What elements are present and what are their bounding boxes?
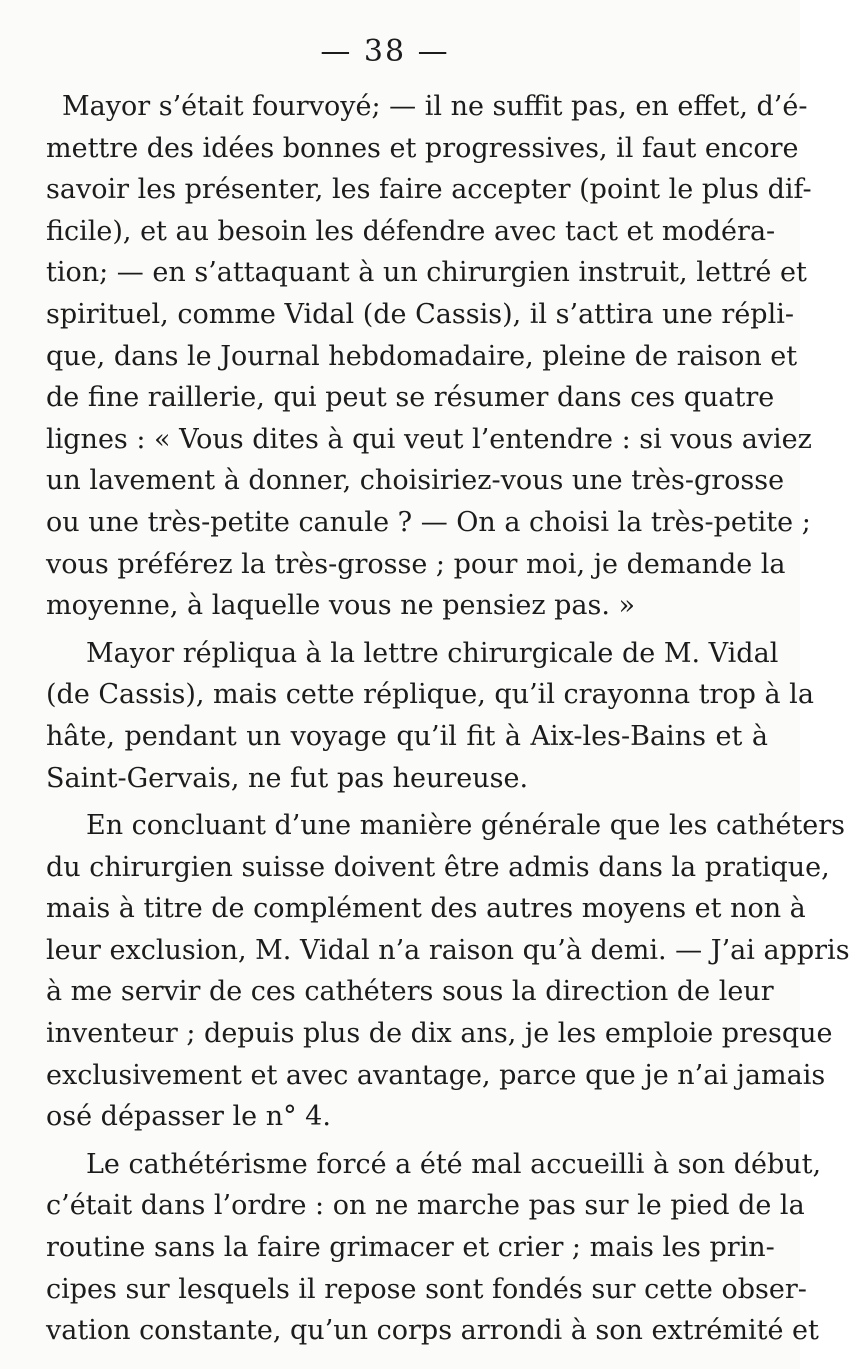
text-line: que, dans le Journal hebdomadaire, pleine de raison et [46,340,798,372]
text-line: Mayor répliqua à la lettre chirurgicale de M. Vidal [86,637,779,669]
text-line: osé dépasser le n° 4. [46,1101,331,1133]
text-line: lignes : « Vous dites à qui veut l’entendre : si vous aviez [46,423,812,455]
text-line: mais à titre de complément des autres moyens et non à [46,893,806,925]
text-line: routine sans la faire grimacer et crier ; mais les prin- [46,1232,775,1264]
text-line: ou une très-petite canule ? — On a choisi la très-petite ; [46,506,811,538]
text-line: Le cathétérisme forcé a été mal accueilli à son début, [86,1148,822,1180]
text-line: du chirurgien suisse doivent être admis dans la pratique, [46,851,830,883]
text-line: savoir les présenter, les faire accepter (point le plus dif- [46,174,812,206]
text-line: ficile), et au besoin les défendre avec tact et modéra- [46,215,776,247]
text-line: cipes sur lesquels il repose sont fondés sur cette obser- [46,1273,807,1305]
text-line: (de Cassis), mais cette réplique, qu’il crayonna trop à la [46,679,814,711]
text-line: un lavement à donner, choisiriez-vous une très-grosse [46,465,785,497]
text-line: c’était dans l’ordre : on ne marche pas sur le pied de la [46,1190,805,1222]
text-line: de fine raillerie, qui peut se résumer dans ces quatre [46,382,775,414]
text-line: vation constante, qu’un corps arrondi à son extrémité et [46,1315,819,1347]
text-line: leur exclusion, M. Vidal n’a raison qu’à demi. — J’ai appris [46,934,850,966]
text-line: tion; — en s’attaquant à un chirurgien instruit, lettré et [46,257,807,289]
text-line: Mayor s’était fourvoyé; — il ne suffit pas, en effet, d’é- [62,91,808,122]
text-line: exclusivement et avec avantage, parce que je n’ai jamais [46,1059,826,1091]
text-line: En concluant d’une manière générale que les cathéters [86,810,846,842]
text-line: Saint-Gervais, ne fut pas heureuse. [46,762,529,794]
text-line: spirituel, comme Vidal (de Cassis), il s’attira une répli- [46,298,794,330]
text-line: vous préférez la très-grosse ; pour moi, je demande la [46,548,786,580]
page-number: — 38 — [320,34,450,69]
text-line: hâte, pendant un voyage qu’il fit à Aix-les-Bains et à [46,720,768,752]
text-line: moyenne, à laquelle vous ne pensiez pas. » [46,590,636,622]
text-line: inventeur ; depuis plus de dix ans, je les emploie presque [46,1018,833,1050]
body-text [46,86,850,1352]
text-line: à me servir de ces cathéters sous la direction de leur [46,976,774,1008]
text-line: mettre des idées bonnes et progressives, il faut encore [46,132,799,164]
